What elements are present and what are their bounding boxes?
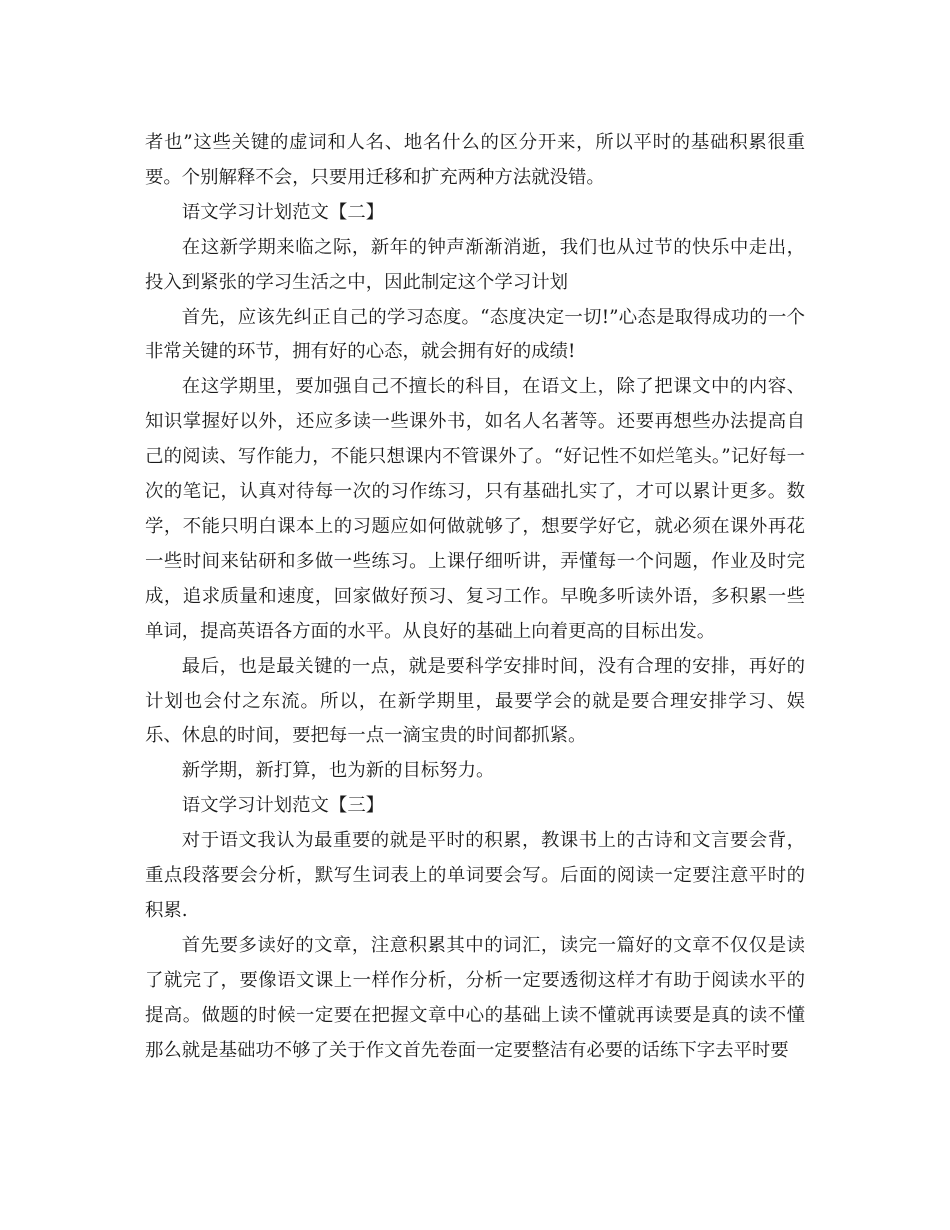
section-heading-two: 语文学习计划范文【二】	[181, 201, 385, 223]
paragraph: 首先，应该先纠正自己的学习态度。“态度决定一切!”心态是取得成功的一个非常关键的环节，拥有好的心态，就会拥有好的成绩!	[145, 306, 805, 363]
paragraph: 对于语文我认为最重要的就是平时的积累，教课书上的古诗和文言要会背，重点段落要会分析，默写生词表上的单词要会写。后面的阅读一定要注意平时的积累.	[145, 830, 805, 921]
paragraph: 新学期，新打算，也为新的目标努力。	[181, 760, 495, 782]
paragraph: 在这新学期来临之际，新年的钟声渐渐消逝，我们也从过节的快乐中走出，投入到紧张的学习生活之中，因此制定这个学习计划	[145, 236, 805, 293]
section-heading-three: 语文学习计划范文【三】	[181, 795, 385, 817]
paragraph: 在这学期里，要加强自己不擅长的科目，在语文上，除了把课文中的内容、知识掌握好以外，还应多读一些课外书，如名人名著等。还要再想些办法提高自己的阅读、写作能力，不能只想课内不管课外了。“好记性不如烂笔头。”记好每一次的笔记，认真对待每一次的习作练习，只有基础扎实了，才可以累计更多。数学，不能只明白课本上的习题应如何做就够了，想要学好它，就必须在课外再花一些时间来钻研和多做一些练习。上课仔细听讲，弄懂每一个问题，作业及时完成，追求质量和速度，回家做好预习、复习工作。早晚多听读外语，多积累一些单词，提高英语各方面的水平。从良好的基础上向着更高的目标出发。	[145, 376, 805, 642]
paragraph: 最后，也是最关键的一点，就是要科学安排时间，没有合理的安排，再好的计划也会付之东流。所以，在新学期里，最要学会的就是要合理安排学习、娱乐、休息的时间，要把每一点一滴宝贵的时间都抓紧。	[145, 655, 805, 747]
paragraph: 首先要多读好的文章，注意积累其中的词汇，读完一篇好的文章不仅仅是读了就完了，要像语文课上一样作分析，分析一定要透彻这样才有助于阅读水平的提高。做题的时候一定要在把握文章中心的基础上读不懂就再读要是真的读不懂那么就是基础功不够了关于作文首先卷面一定要整洁有必要的话练下字去平时要	[145, 934, 805, 1061]
document-page	[145, 126, 805, 1068]
paragraph-continuation: 者也”这些关键的虚词和人名、地名什么的区分开来，所以平时的基础积累很重要。个别解释不会，只要用迁移和扩充两种方法就没错。	[145, 132, 805, 188]
